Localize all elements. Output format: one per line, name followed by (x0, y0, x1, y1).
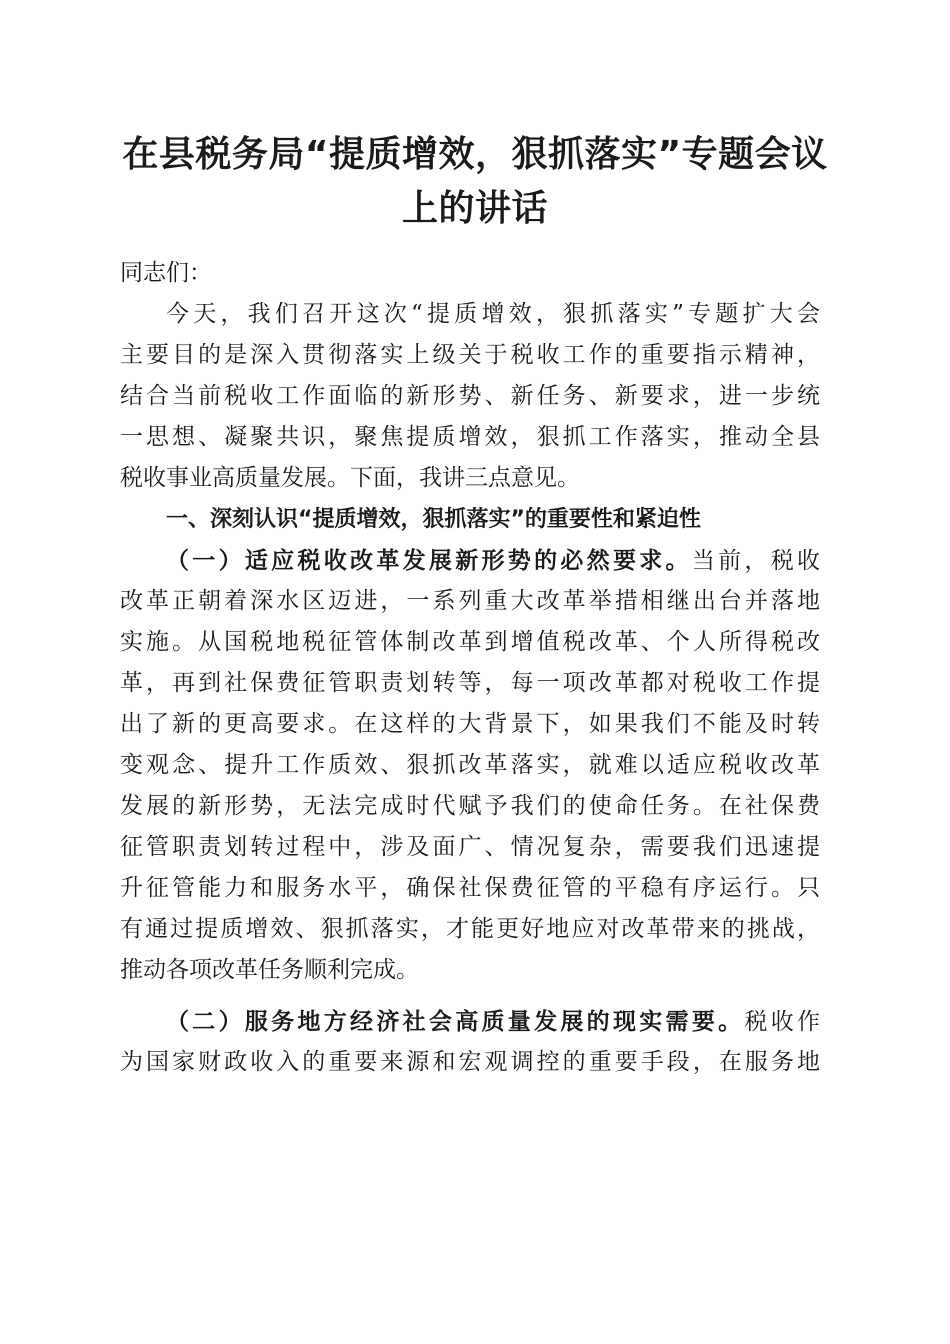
title-line: 上的讲话 (401, 188, 548, 229)
paragraph-line: 变观念、提升工作质效、狠抓改革落实，就难以适应税收改革 (120, 752, 820, 778)
paragraph-line: 一思想、凝聚共识，聚焦提质增效，狠抓工作落实，推动全县 (120, 424, 820, 450)
subsection-first-line (120, 1001, 820, 1042)
paragraph-line: 有通过提质增效、狠抓落实，才能更好地应对改革带来的挑战， (120, 916, 820, 942)
subsection-text: 当前，税收 (691, 548, 821, 574)
paragraph-line: 升征管能力和服务水平，确保社保费征管的平稳有序运行。只 (120, 875, 820, 901)
subsection-first-line (120, 540, 820, 581)
subsection-text: 税收作 (744, 1009, 821, 1035)
document-title (100, 128, 850, 236)
document-body (120, 253, 820, 1083)
paragraph-line: 为国家财政收入的重要来源和宏观调控的重要手段，在服务地 (120, 1049, 820, 1075)
paragraph-line: 改革正朝着深水区迈进，一系列重大改革举措相继出台并落地 (120, 588, 820, 614)
paragraph-line: 出了新的更高要求。在这样的大背景下，如果我们不能及时转 (120, 711, 820, 737)
paragraph-line: 结合当前税收工作面临的新形势、新任务、新要求，进一步统 (120, 383, 820, 409)
paragraph-line: 发展的新形势，无法完成时代赋予我们的使命任务。在社保费 (120, 793, 820, 819)
title-line: 在县税务局“提质增效，狠抓落实”专题会议 (122, 134, 828, 175)
paragraph-line: 征管职责划转过程中，涉及面广、情况复杂，需要我们迅速提 (120, 834, 820, 860)
section-heading: 一、深刻认识“提质增效，狠抓落实”的重要性和紧迫性 (166, 507, 701, 532)
greeting: 同志们： (120, 260, 212, 286)
paragraph-line: 今天，我们召开这次“提质增效，狠抓落实”专题扩大会 (166, 301, 820, 327)
subsection-heading: （一）适应税收改革发展新形势的必然要求。 (166, 547, 692, 574)
paragraph-line: 主要目的是深入贯彻落实上级关于税收工作的重要指示精神， (120, 342, 820, 368)
paragraph-line: 实施。从国税地税征管体制改革到增值税改革、个人所得税改 (120, 629, 820, 655)
paragraph-line: 税收事业高质量发展。下面，我讲三点意见。 (120, 465, 580, 491)
paragraph-line: 革，再到社保费征管职责划转等，每一项改革都对税收工作提 (120, 670, 820, 696)
subsection-heading: （二）服务地方经济社会高质量发展的现实需要。 (166, 1008, 745, 1035)
paragraph-line: 推动各项改革任务顺利完成。 (120, 957, 419, 983)
